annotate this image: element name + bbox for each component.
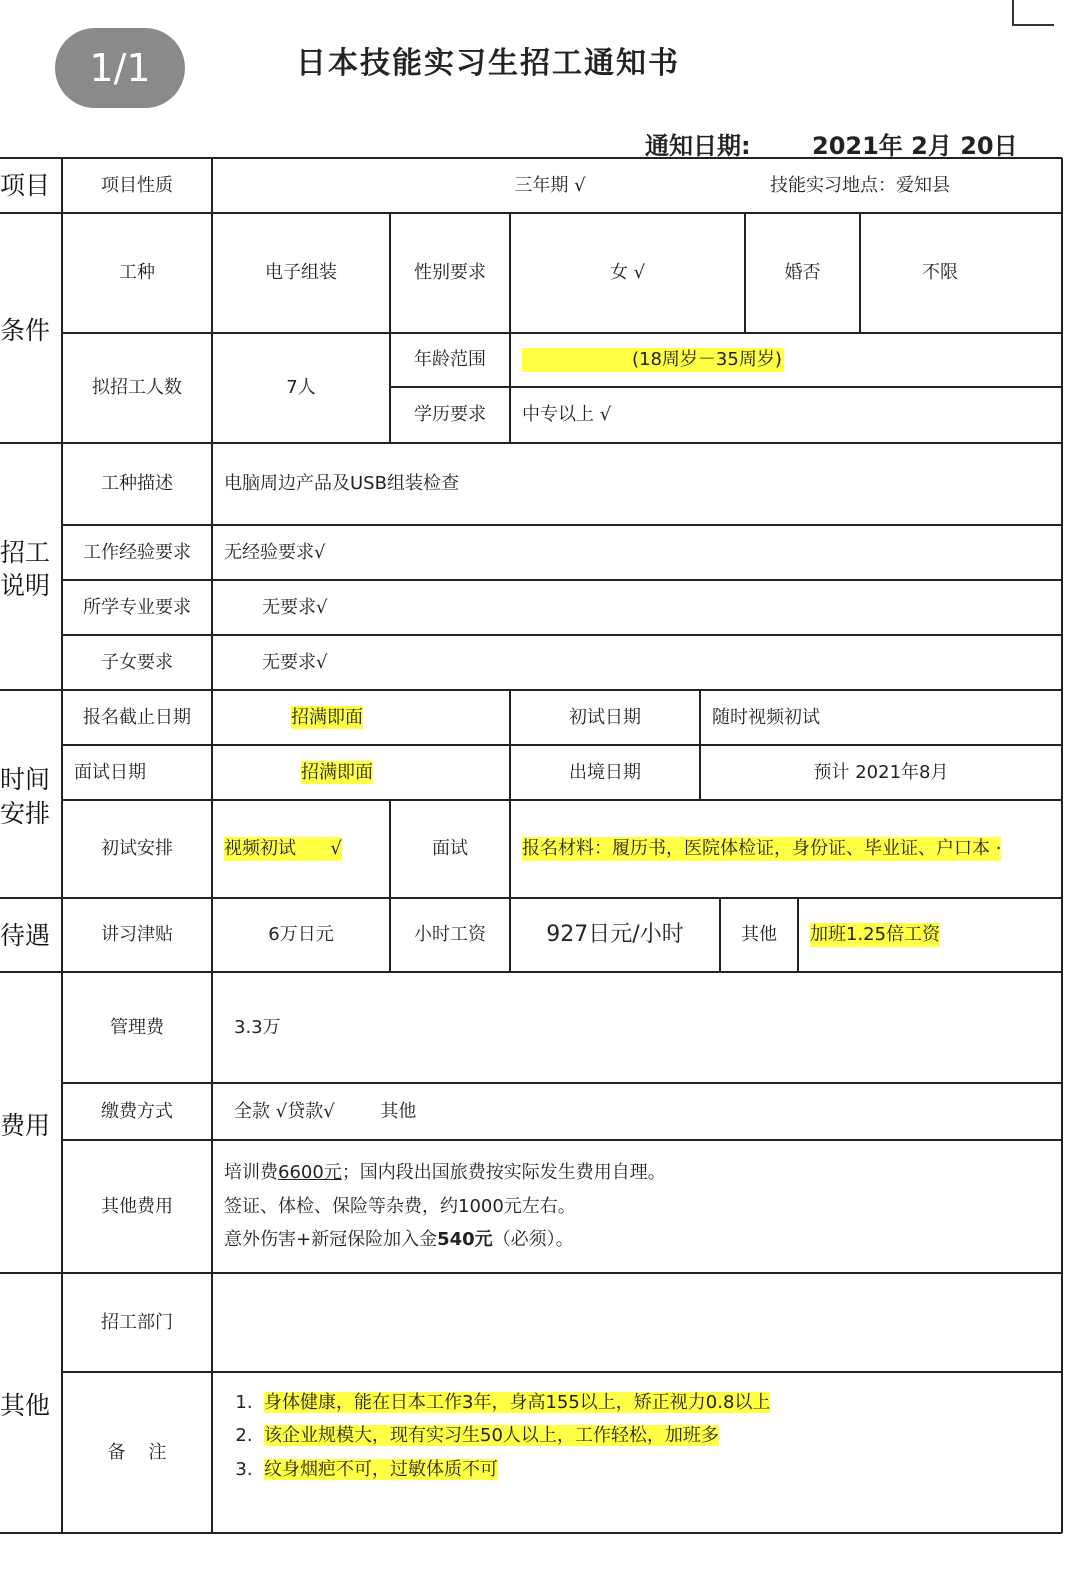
hourly-wage-label: 小时工资	[414, 924, 486, 946]
first-exam-date-value: 随时视频初试	[712, 706, 820, 728]
remark-item-2: 2. 该企业规模大，现有实习生50人以上，工作轻松，加班多	[235, 1425, 719, 1447]
interview-date-value: 招满即面	[301, 761, 373, 783]
age-range-value: (18周岁－35周岁)	[522, 348, 784, 371]
section-recruit-label-1: 招工	[0, 538, 51, 567]
headcount-value: 7人	[286, 377, 316, 399]
departure-date-label: 出境日期	[569, 761, 641, 783]
remarks-list	[212, 1372, 1062, 1482]
job-type-value: 电子组装	[265, 262, 337, 284]
other-benefit-value: 加班1.25倍工资	[810, 924, 941, 946]
headcount-label: 拟招工人数	[92, 377, 182, 399]
hourly-wage-value: 927日元/小时	[546, 921, 684, 947]
interview-date-value-cell	[212, 745, 462, 800]
other-fees-line-1: 培训费6600元；国内段出国旅费按实际发生费用自理。	[224, 1162, 666, 1184]
page-counter-badge: 1/1	[55, 28, 185, 108]
first-exam-date-label: 初试日期	[569, 706, 641, 728]
deadline-value: 招满即面	[291, 706, 363, 728]
children-label: 子女要求	[101, 651, 173, 673]
section-schedule-label-1: 时间	[0, 765, 51, 794]
departure-date-value: 预计 2021年8月	[813, 761, 949, 783]
section-conditions-label: 条件	[0, 315, 51, 345]
section-benefits-label: 待遇	[0, 920, 51, 950]
interview-materials-cell	[510, 800, 1062, 898]
marriage-value: 不限	[922, 262, 958, 284]
payment-method-value: 全款 √贷款√ 其他	[234, 1100, 417, 1122]
project-location-value: 技能实习地点：爱知县	[770, 174, 950, 196]
training-fee-amount: 6600元	[278, 1162, 342, 1184]
notice-date-label: 通知日期:	[645, 132, 751, 160]
remarks-label: 备 注	[107, 1441, 167, 1463]
gender-label: 性别要求	[414, 262, 486, 284]
project-nature-label: 项目性质	[101, 174, 173, 196]
gender-value: 女 √	[609, 262, 646, 284]
major-value: 无要求√	[262, 596, 328, 618]
remark-item-3: 3. 纹身烟疤不可，过敏体质不可	[235, 1458, 498, 1480]
first-exam-arrangement-value: 视频初试 √	[224, 838, 342, 860]
major-label: 所学专业要求	[83, 596, 191, 618]
deadline-label: 报名截止日期	[83, 706, 191, 728]
other-benefit-value-cell	[798, 898, 1062, 972]
recruit-dept-label: 招工部门	[101, 1311, 173, 1333]
recruit-dept-value	[212, 1273, 1062, 1372]
section-fees-label: 费用	[0, 1110, 51, 1140]
other-fees-details	[212, 1140, 1062, 1273]
management-fee-label: 管理费	[110, 1016, 164, 1038]
education-label: 学历要求	[414, 404, 486, 426]
job-type-label: 工种	[119, 262, 155, 284]
job-desc-value: 电脑周边产品及USB组装检查	[224, 473, 459, 495]
remark-item-1: 1. 身体健康，能在日本工作3年，身高155以上，矫正视力0.8以上	[235, 1392, 771, 1413]
other-benefit-label: 其他	[741, 924, 777, 946]
experience-value: 无经验要求√	[224, 541, 326, 563]
age-range-label: 年龄范围	[414, 349, 486, 371]
project-term-value: 三年期 √	[514, 174, 586, 196]
section-other-label: 其他	[0, 1390, 51, 1420]
other-fees-line-2: 签证、体检、保险等杂费，约1000元左右。	[224, 1195, 576, 1217]
interview-label: 面试	[432, 838, 468, 860]
interview-materials-value: 报名材料：履历书，医院体检证，身份证、毕业证、户口本 ·	[522, 838, 1002, 860]
document-title: 日本技能实习生招工通知书	[296, 46, 680, 81]
age-range-value-cell	[510, 333, 1062, 387]
allowance-value: 6万日元	[268, 924, 334, 946]
experience-label: 工作经验要求	[83, 541, 191, 563]
other-fees-line-3: 意外伤害+新冠保险加入金540元（必须）。	[224, 1229, 574, 1251]
interview-date-label: 面试日期	[74, 761, 146, 783]
deadline-value-cell	[212, 690, 442, 745]
marriage-label: 婚否	[784, 262, 821, 284]
payment-method-label: 缴费方式	[101, 1100, 173, 1122]
notice-date-value: 2021年 2月 20日	[812, 132, 1018, 160]
section-recruit-label-2: 说明	[0, 571, 51, 600]
job-desc-label: 工种描述	[101, 473, 173, 495]
section-project-label: 项目	[0, 171, 51, 200]
allowance-label: 讲习津贴	[101, 924, 173, 946]
management-fee-value: 3.3万	[234, 1016, 281, 1038]
first-exam-arrangement-value-cell	[212, 800, 390, 898]
other-fees-label: 其他费用	[101, 1195, 173, 1217]
section-schedule-label-2: 安排	[0, 799, 51, 828]
first-exam-arrangement-label: 初试安排	[101, 838, 173, 860]
children-value: 无要求√	[262, 651, 328, 673]
education-value: 中专以上 √	[522, 404, 612, 426]
